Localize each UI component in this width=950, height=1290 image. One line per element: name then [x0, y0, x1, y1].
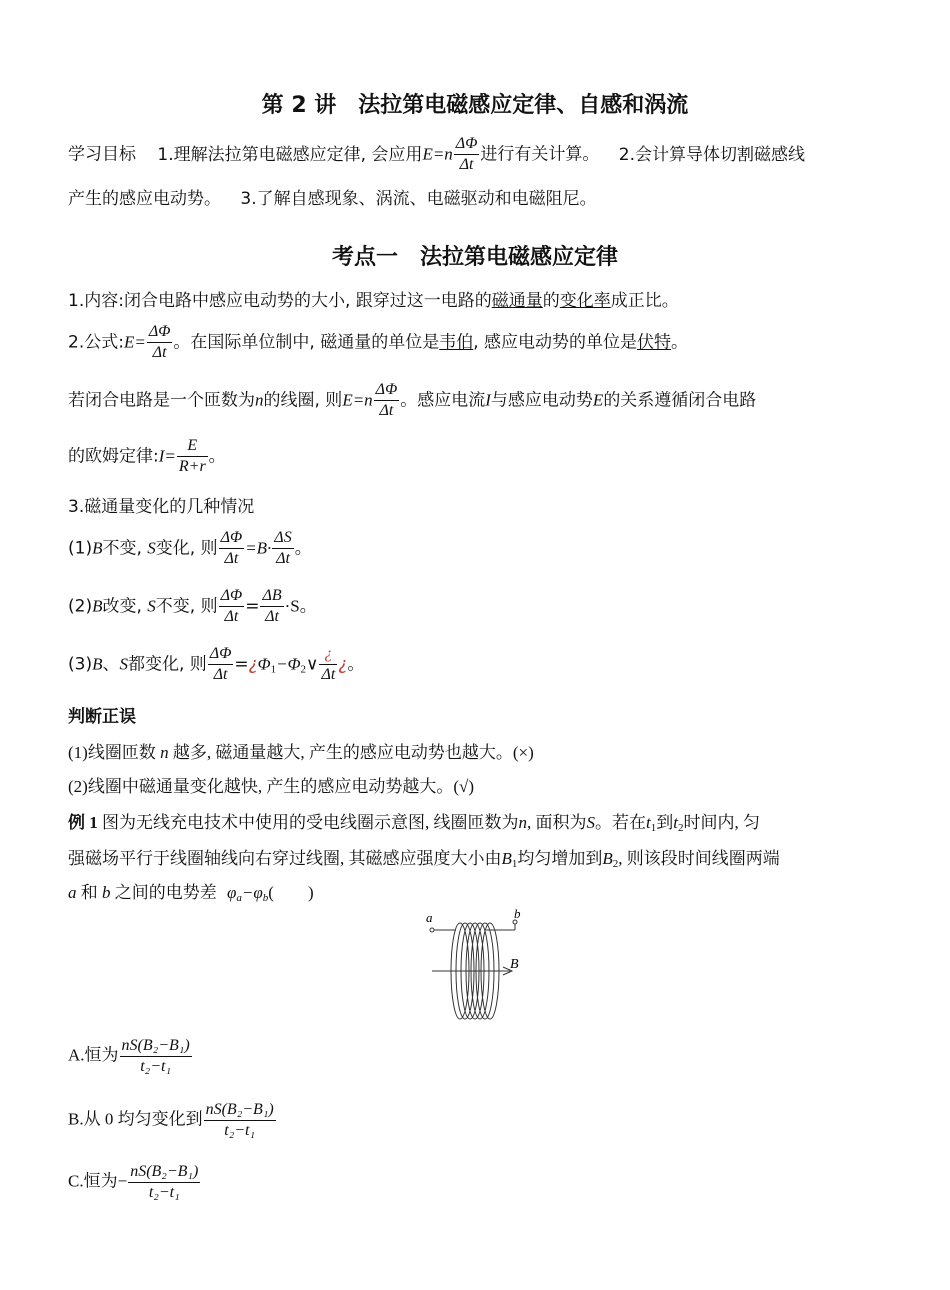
content-paragraph — [68, 286, 679, 311]
learning-goals-line-1 — [68, 134, 805, 175]
fraction-numerator: ΔΦ — [219, 586, 245, 607]
text-span: 之间的电势差 — [114, 883, 217, 902]
example-label: 例 1 — [68, 813, 98, 832]
variable: B — [602, 849, 613, 868]
formula-lhs: E= — [123, 332, 146, 352]
example-line-3 — [68, 878, 314, 904]
text-span: 。感应电流 — [400, 390, 486, 411]
text-span: 的线圈, 则 — [263, 390, 343, 411]
formula-paragraph — [68, 322, 688, 363]
case-2 — [68, 586, 317, 627]
text-span: 。 — [294, 538, 312, 559]
variable: −φ — [241, 883, 263, 902]
text-span: 2.公式: — [68, 332, 124, 353]
goals-label: 学习目标 — [68, 144, 136, 165]
text-span: 。 — [347, 654, 365, 675]
text-span: 越多, 磁通量越大, 产生的感应电动势也越大。(×) — [172, 743, 534, 762]
option-label: C.恒为− — [68, 1171, 128, 1191]
option-fraction — [128, 1162, 200, 1203]
formula-fraction — [374, 380, 400, 421]
fraction-denominator: R+r — [178, 458, 206, 475]
fraction-denominator: Δt — [213, 666, 228, 683]
learning-goals-line-2 — [68, 184, 597, 209]
text-span: 。 — [671, 332, 689, 353]
option-fraction — [204, 1100, 276, 1141]
text-span: 。在国际单位制中, 磁通量的单位是 — [173, 332, 440, 353]
goal-3-text: 3.了解自感现象、涡流、电磁驱动和电磁阻尼。 — [240, 189, 597, 209]
text-span: 的关系遵循闭合电路 — [603, 390, 757, 411]
variable: t — [646, 813, 651, 832]
formula-operator: = — [234, 654, 249, 675]
fraction-denominator: Δt — [379, 402, 394, 419]
subheading: 3.磁通量变化的几种情况 — [68, 497, 255, 517]
formula-operator: ∨ — [306, 654, 319, 675]
goal-2-text-end: 产生的感应电动势。 — [68, 189, 221, 209]
variable: −Φ — [276, 654, 301, 674]
fraction-numerator: ΔS — [272, 528, 293, 549]
variable: S — [147, 596, 156, 616]
fraction-numerator: ΔΦ — [208, 644, 234, 665]
text-span: 变化, 则 — [155, 538, 218, 559]
formula-operator: =B· — [245, 538, 272, 558]
fraction-numerator: ΔΦ — [454, 134, 480, 155]
formula-lhs: E=n — [342, 390, 373, 410]
text-span: (2) — [68, 596, 93, 617]
fraction-numerator: ΔΦ — [374, 380, 400, 401]
formula-fraction — [260, 586, 283, 627]
formula-fraction — [219, 528, 245, 569]
text-span: 不变, 则 — [155, 596, 218, 617]
variable: t — [673, 813, 678, 832]
fraction-denominator: Δt — [152, 344, 167, 361]
fraction-denominator: t₂−t₁ — [224, 1122, 256, 1139]
text-span: 均匀增加到 — [517, 849, 603, 868]
underlined-term: 变化率 — [559, 291, 611, 311]
text-span: 强磁场平行于线圈轴线向右穿过线圈, 其磁感应强度大小由 — [68, 849, 502, 868]
option-a[interactable] — [68, 1036, 193, 1077]
variable: I — [485, 390, 491, 410]
judge-item-2: (2)线圈中磁通量变化越快, 产生的感应电动势越大。(√) — [68, 777, 474, 796]
text-span: 。 — [208, 446, 226, 467]
fraction-numerator: nS(B₂−B₁) — [204, 1100, 276, 1121]
formula-fraction — [147, 322, 173, 363]
fraction-numerator: nS(B₂−B₁) — [128, 1162, 200, 1183]
example-line-1 — [68, 808, 760, 834]
text-span: 1.内容:闭合电路中感应电动势的大小, 跟穿过这一电路的 — [68, 291, 492, 311]
option-label: B.从 0 均匀变化到 — [68, 1109, 203, 1129]
coil-formula-paragraph — [68, 380, 756, 421]
fraction-denominator: t₂−t₁ — [148, 1184, 180, 1201]
variable: B — [501, 849, 512, 868]
field-label: B — [510, 957, 519, 972]
fraction-numerator: ΔΦ — [219, 528, 245, 549]
fraction-numerator: E — [177, 436, 208, 457]
text-span: 的 — [542, 291, 560, 311]
option-label: A.恒为 — [68, 1045, 119, 1065]
text-span: 时间内, 匀 — [683, 813, 760, 832]
text-span: 的欧姆定律: — [68, 446, 159, 467]
variable: a — [68, 883, 77, 902]
option-c[interactable] — [68, 1162, 201, 1203]
option-fraction — [120, 1036, 192, 1077]
formula-fraction — [219, 586, 245, 627]
case-3 — [68, 644, 364, 685]
example-line-2 — [68, 844, 780, 870]
goal-2-text: 2.会计算导体切割磁感线 — [618, 144, 806, 165]
formula-fraction — [272, 528, 293, 569]
text-span: (3) — [68, 654, 93, 675]
fraction-denominator: Δt — [224, 550, 239, 567]
text-span: 成正比。 — [610, 291, 679, 311]
variable: n — [255, 390, 264, 410]
formula-lhs: I= — [158, 446, 176, 466]
judge-heading: 判断正误 — [68, 707, 136, 727]
text-span: (1) — [68, 538, 93, 559]
text-span: 不变, — [102, 538, 142, 559]
underlined-term: 韦伯 — [439, 332, 474, 353]
fraction-denominator: Δt — [459, 156, 474, 173]
variable: B — [92, 654, 103, 674]
fraction-numerator: ¿ — [319, 644, 337, 665]
goal-1-formula-lhs: E=n — [422, 144, 453, 164]
fraction-denominator: Δt — [321, 666, 336, 683]
text-span: , 则该段时间线圈两端 — [618, 849, 780, 868]
goal-1-fraction — [454, 134, 480, 175]
subscript: 2 — [300, 663, 307, 676]
text-span: 若闭合电路是一个匝数为 — [68, 390, 255, 411]
fraction-denominator: Δt — [265, 608, 279, 625]
text-span: 与感应电动势 — [490, 390, 593, 411]
fraction-denominator: Δt — [224, 608, 239, 625]
option-b[interactable] — [68, 1100, 277, 1141]
fraction-denominator: Δt — [276, 550, 290, 567]
terminal-a — [430, 928, 434, 932]
subscript: 1 — [650, 822, 657, 834]
formula-fraction — [208, 644, 234, 685]
variable: n — [518, 813, 527, 832]
subscript: a — [236, 892, 242, 904]
text-span: 图为无线充电技术中使用的受电线圈示意图, 线圈匝数为 — [102, 813, 519, 832]
subscript: 1 — [511, 858, 518, 870]
fraction-numerator: nS(B₂−B₁) — [120, 1036, 192, 1057]
variable: E — [592, 390, 604, 410]
text-span: , 面积为 — [527, 813, 587, 832]
variable: Φ — [257, 654, 271, 674]
variable: b — [102, 883, 111, 902]
answer-blank: ( ) — [268, 883, 314, 902]
text-span: 改变, — [102, 596, 142, 617]
text-span: 、 — [102, 654, 120, 675]
text-span: 都变化, 则 — [127, 654, 207, 675]
goal-1-text-end: 进行有关计算。 — [480, 144, 600, 165]
variable: φ — [227, 883, 237, 902]
section-heading: 考点一 法拉第电磁感应定律 — [331, 245, 618, 270]
terminal-b-label: b — [514, 908, 521, 921]
text-span: ·S。 — [284, 596, 317, 616]
formula-fraction — [177, 436, 208, 477]
variable: S — [147, 538, 156, 558]
formula-operator: = — [245, 596, 260, 617]
judge-item-1 — [68, 738, 534, 763]
broken-glyph: ¿ — [248, 654, 258, 675]
goal-1-text: 1.理解法拉第电磁感应定律, 会应用 — [157, 144, 423, 165]
coil-diagram — [420, 908, 530, 1026]
subscript: 2 — [612, 858, 619, 870]
variable: n — [160, 743, 169, 762]
fraction-denominator: t₂−t₁ — [140, 1058, 171, 1075]
underlined-term: 磁通量 — [491, 291, 543, 311]
subscript: 2 — [677, 822, 684, 834]
terminal-a-label: a — [426, 910, 433, 925]
text-span: (1)线圈匝数 — [68, 743, 156, 762]
variable: S — [119, 654, 128, 674]
subscript: b — [262, 892, 269, 904]
subscript: 1 — [270, 663, 277, 676]
fraction-numerator: ΔB — [260, 586, 283, 607]
variable: B — [92, 596, 103, 616]
text-span: , 感应电动势的单位是 — [473, 332, 638, 353]
case-1 — [68, 528, 312, 569]
variable: B — [92, 538, 103, 558]
underlined-term: 伏特 — [637, 332, 672, 353]
text-span: 到 — [656, 813, 674, 832]
formula-fraction — [319, 644, 337, 685]
coil-wires — [432, 922, 515, 1019]
variable: S — [586, 813, 595, 832]
broken-glyph: ¿ — [338, 654, 348, 675]
ohm-law-paragraph — [68, 436, 226, 477]
text-span: 。若在 — [595, 813, 646, 832]
lecture-title: 第 2 讲 法拉第电磁感应定律、自感和涡流 — [261, 93, 689, 118]
fraction-numerator: ΔΦ — [147, 322, 173, 343]
text-span: 和 — [80, 883, 98, 902]
